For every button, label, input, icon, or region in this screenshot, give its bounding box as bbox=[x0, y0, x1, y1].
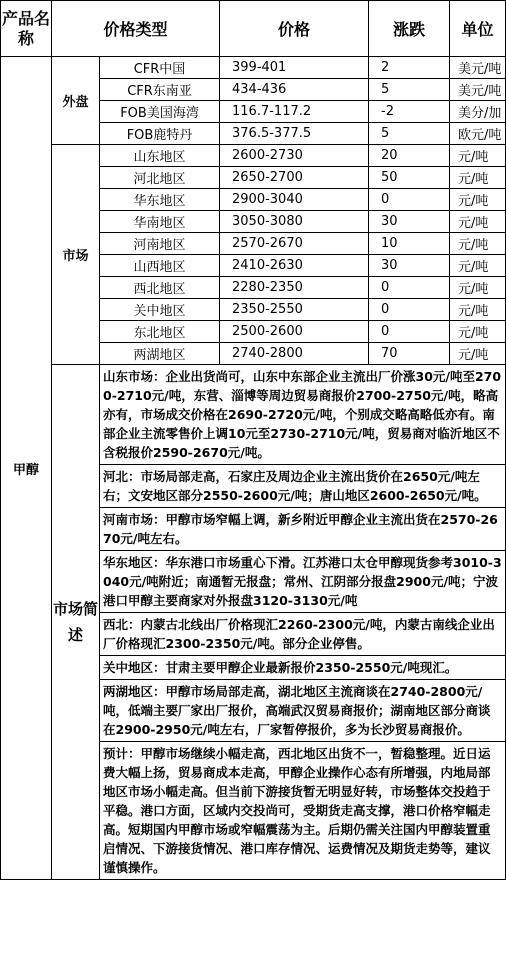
product-name: 甲醇 bbox=[1, 57, 52, 880]
summary-text: 关中地区：甘肃主要甲醇企业最新报价2350-2550元/吨现汇。 bbox=[100, 656, 506, 680]
price-type-cell: 关中地区 bbox=[100, 299, 220, 321]
unit-cell: 美元/吨 bbox=[450, 57, 506, 79]
price-type-cell: 山东地区 bbox=[100, 145, 220, 167]
price-type-cell: 河南地区 bbox=[100, 233, 220, 255]
summary-text: 两湖地区：甲醇市场局部走高，湖北地区主流商谈在2740-2800元/吨，低端主要厂家出厂报价，高端武汉贸易商报价；湖南地区部分商谈在2900-2950元/吨左右，厂家暂停报价，多为长沙贸易商报价。 bbox=[100, 680, 506, 742]
summary-text: 西北：内蒙古北线出厂价格现汇2260-2300元/吨，内蒙古南线企业出厂价格现汇2300-2350元/吨。部分企业停售。 bbox=[100, 613, 506, 656]
unit-cell: 美分/加 bbox=[450, 101, 506, 123]
change-cell: 0 bbox=[369, 321, 450, 343]
summary-text: 山东市场：企业出货尚可，山东中东部企业主流出厂价涨30元/吨至2700-2710元/吨，东营、淄博等周边贸易商报价2700-2750元/吨，略高亦有，市场成交价格在2690-2720元/吨，个别成交略高略低亦有。南部企业主流零售价上调10元至2730-2710元/吨，贸易商对临沂地区不含税报价2590-2670元/吨。 bbox=[100, 365, 506, 465]
price-type-cell: 华南地区 bbox=[100, 211, 220, 233]
header-unit: 单位 bbox=[450, 1, 506, 57]
change-cell: 5 bbox=[369, 79, 450, 101]
unit-cell: 元/吨 bbox=[450, 343, 506, 365]
change-cell: 70 bbox=[369, 343, 450, 365]
price-cell: 376.5-377.5 bbox=[220, 123, 369, 145]
group-market: 市场 bbox=[52, 145, 100, 365]
summary-text: 河南市场：甲醇市场窄幅上调，新乡附近甲醇企业主流出货在2570-2670元/吨左右。 bbox=[100, 508, 506, 551]
unit-cell: 元/吨 bbox=[450, 277, 506, 299]
change-cell: 2 bbox=[369, 57, 450, 79]
price-cell: 2600-2730 bbox=[220, 145, 369, 167]
unit-cell: 元/吨 bbox=[450, 233, 506, 255]
table-row bbox=[1, 145, 506, 167]
change-cell: 30 bbox=[369, 211, 450, 233]
change-cell: 0 bbox=[369, 299, 450, 321]
change-cell: 50 bbox=[369, 167, 450, 189]
summary-text: 河北：市场局部走高，石家庄及周边企业主流出货价在2650元/吨左右；文安地区部分2550-2600元/吨；唐山地区2600-2650元/吨。 bbox=[100, 465, 506, 508]
change-cell: 30 bbox=[369, 255, 450, 277]
price-cell: 2650-2700 bbox=[220, 167, 369, 189]
change-cell: 20 bbox=[369, 145, 450, 167]
header-product: 产品名称 bbox=[1, 1, 52, 57]
unit-cell: 元/吨 bbox=[450, 321, 506, 343]
price-type-cell: 东北地区 bbox=[100, 321, 220, 343]
price-cell: 2500-2600 bbox=[220, 321, 369, 343]
unit-cell: 元/吨 bbox=[450, 145, 506, 167]
header-price: 价格 bbox=[220, 1, 369, 57]
change-cell: 0 bbox=[369, 277, 450, 299]
change-cell: 5 bbox=[369, 123, 450, 145]
price-cell: 2410-2630 bbox=[220, 255, 369, 277]
header-row bbox=[1, 1, 506, 57]
unit-cell: 美元/吨 bbox=[450, 79, 506, 101]
group-summary: 市场简述 bbox=[52, 365, 100, 880]
price-type-cell: 河北地区 bbox=[100, 167, 220, 189]
price-cell: 3050-3080 bbox=[220, 211, 369, 233]
price-cell: 2740-2800 bbox=[220, 343, 369, 365]
price-type-cell: CFR东南亚 bbox=[100, 79, 220, 101]
price-cell: 2280-2350 bbox=[220, 277, 369, 299]
price-cell: 2350-2550 bbox=[220, 299, 369, 321]
unit-cell: 元/吨 bbox=[450, 189, 506, 211]
unit-cell: 元/吨 bbox=[450, 211, 506, 233]
unit-cell: 元/吨 bbox=[450, 167, 506, 189]
summary-text: 预计：甲醇市场继续小幅走高，西北地区出货不一，暂稳整理。近日运费大幅上扬，贸易商成本走高，甲醇企业操作心态有所增强，内地局部地区市场小幅走高。但当前下游接货暂无明显好转，市场整体交投趋于平稳。港口方面，区域内交投尚可，受期货走高支撑，港口价格窄幅走高。短期国内甲醇市场或窄幅震荡为主。后期仍需关注国内甲醇装置重启情况、下游接货情况、港口库存情况、运费情况及期货走势等，建议谨慎操作。 bbox=[100, 742, 506, 880]
price-type-cell: FOB鹿特丹 bbox=[100, 123, 220, 145]
price-type-cell: 西北地区 bbox=[100, 277, 220, 299]
header-change: 涨跌 bbox=[369, 1, 450, 57]
price-type-cell: 山西地区 bbox=[100, 255, 220, 277]
unit-cell: 元/吨 bbox=[450, 299, 506, 321]
header-price-type: 价格类型 bbox=[52, 1, 220, 57]
group-external: 外盘 bbox=[52, 57, 100, 145]
unit-cell: 元/吨 bbox=[450, 255, 506, 277]
price-type-cell: 两湖地区 bbox=[100, 343, 220, 365]
change-cell: 10 bbox=[369, 233, 450, 255]
price-type-cell: FOB美国海湾 bbox=[100, 101, 220, 123]
table-row bbox=[1, 57, 506, 79]
price-cell: 399-401 bbox=[220, 57, 369, 79]
price-cell: 434-436 bbox=[220, 79, 369, 101]
price-cell: 116.7-117.2 bbox=[220, 101, 369, 123]
unit-cell: 欧元/吨 bbox=[450, 123, 506, 145]
price-type-cell: 华东地区 bbox=[100, 189, 220, 211]
price-type-cell: CFR中国 bbox=[100, 57, 220, 79]
change-cell: 0 bbox=[369, 189, 450, 211]
change-cell: -2 bbox=[369, 101, 450, 123]
price-cell: 2900-3040 bbox=[220, 189, 369, 211]
price-cell: 2570-2670 bbox=[220, 233, 369, 255]
summary-row bbox=[1, 365, 506, 465]
summary-text: 华东地区：华东港口市场重心下滑。江苏港口太仓甲醇现货参考3010-3040元/吨附近；南通暂无报盘；常州、江阴部分报盘2900元/吨；宁波港口甲醇主要商家对外报盘3120-3130元/吨 bbox=[100, 551, 506, 613]
